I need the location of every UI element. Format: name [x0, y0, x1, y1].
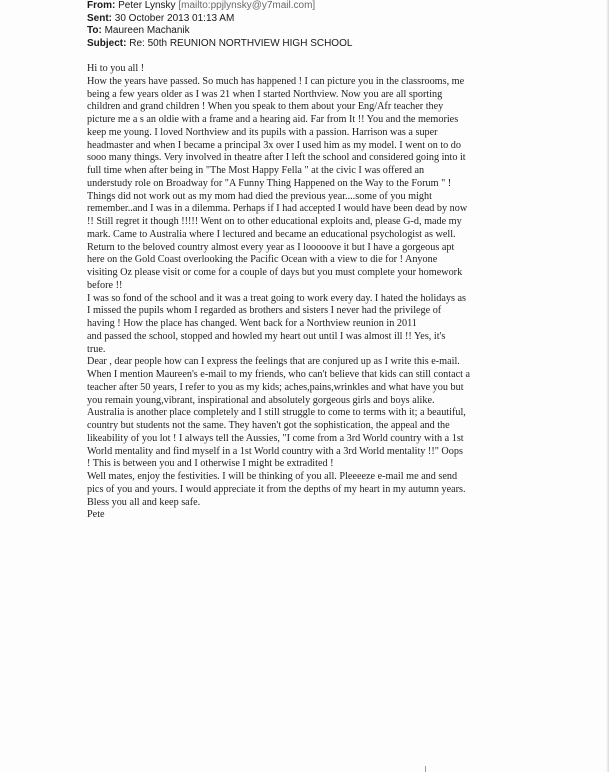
- body-line: likeability of you lot ! I always tell the Aussies, "I come from a 3rd World country with a 1st: [87, 432, 464, 444]
- body-line: full time when after being in "The Most Happy Fella " at the civic I was offered an: [87, 165, 425, 176]
- to-label: To:: [87, 25, 102, 37]
- body-line: Hi to you all !: [87, 63, 145, 74]
- body-line: true.: [87, 343, 106, 355]
- from-name: Peter Lynsky: [118, 0, 176, 11]
- body-line: remember..and I was in a dilemma. Perhaps if I had accepted I would have been dead by now: [87, 203, 468, 215]
- email-body: [87, 63, 597, 522]
- body-line: being a few years older as I was 21 when I started Northview. Now you are all sporting: [87, 88, 443, 100]
- body-line: visiting Oz please visit or come for a couple of days but you must complete your homework: [87, 267, 463, 278]
- body-line: Return to the beloved country almost every year as I looooove it but I have a gorgeous apt: [87, 241, 455, 253]
- body-line: When I mention Maureen's e-mail to my friends, who can't believe that kids can still contact a: [87, 369, 471, 380]
- body-line: you remain young,vibrant, inspirational and absolutely gorgeous girls and boys alike.: [87, 394, 435, 406]
- from-row: [87, 0, 587, 13]
- body-line: picture me a s an oldie with a frame and a hearing aid. Far from It !! You and the memories: [87, 114, 459, 125]
- body-line: ! This is between you and I otherwise I might be extradited !: [87, 458, 334, 470]
- from-email: [mailto:ppjlynsky@y7mail.com]: [178, 0, 316, 11]
- body-line: before !!: [87, 279, 123, 291]
- body-line: World mentality and find myself in a 1st World country with a 3rd World mentality !!" Oops: [87, 445, 463, 457]
- sent-row: [87, 13, 587, 26]
- body-line: I missed the pupils whom I regarded as brothers and sisters I never had the privilege of: [87, 305, 442, 317]
- body-line: I was so fond of the school and it was a treat going to work every day. I hated the holidays as: [87, 292, 467, 304]
- body-line: Bless you all and keep safe.: [87, 496, 201, 508]
- scan-mark: [425, 766, 426, 772]
- body-line: teacher after 50 years, I refer to you as my kids; aches,pains,wrinkles and what have you but: [87, 381, 464, 393]
- body-line: headmaster and when I became a principal 3x over I used him as my model. I went on to do: [87, 139, 461, 151]
- body-line: children and grand children ! When you speak to them about your Eng/Afr teacher they: [87, 101, 444, 113]
- from-label: From:: [87, 0, 116, 11]
- subject-value: Re: 50th REUNION NORTHVIEW HIGH SCHOOL: [129, 37, 353, 49]
- body-line: and passed the school, stopped and howled my heart out until I was almost ill !! Yes, it's: [87, 330, 446, 342]
- body-line: Australia is another place completely and I still struggle to come to terms with it; a beautiful,: [87, 407, 466, 419]
- body-line: country but students not the same. They haven't got the sophistication, the appeal and the: [87, 420, 450, 431]
- sent-label: Sent:: [87, 12, 112, 24]
- signature-line: Pete: [87, 509, 105, 521]
- body-line: having ! How the place has changed. Went back for a Northview reunion in 2011: [87, 318, 417, 329]
- subject-row: [87, 38, 587, 51]
- to-row: [87, 25, 587, 38]
- sent-value: 30 October 2013 01:13 AM: [114, 12, 235, 24]
- body-line: sooo many things. Very involved in theatre after I left the school and considered going into it: [87, 152, 466, 164]
- body-line: Well mates, enjoy the festivities. I will be thinking of you all. Pleeeeze e-mail me and send: [87, 471, 458, 482]
- to-value: Maureen Machanik: [104, 25, 190, 37]
- body-line: Dear , dear people how can I express the feelings that are conjured up as I write this e-mail.: [87, 356, 460, 368]
- body-line: !! Still regret it though !!!!! Went on to other educational exploits and, please G-d, made my: [87, 216, 462, 227]
- body-line: mark. Came to Australia where I lectured and became an educational psychologist as well.: [87, 228, 456, 240]
- body-line: pics of you and yours. I would appreciate it from the depths of my heart in my autumn years.: [87, 483, 466, 495]
- body-line: How the years have passed. So much has happened ! I can picture you in the classrooms, me: [87, 75, 465, 87]
- email-header: [87, 0, 587, 50]
- subject-label: Subject:: [87, 37, 127, 49]
- body-line: here on the Gold Coast overlooking the Pacific Ocean with a view to die for ! Anyone: [87, 254, 438, 266]
- body-line: understudy role on Broadway for "A Funny Thing Happened on the Way to the Forum " !: [87, 177, 452, 189]
- body-line: Things did not work out as my mom had died the previous year....some of you might: [87, 190, 432, 202]
- body-line: keep me young. I loved Northview and its pupils with a passion. Harrison was a super: [87, 126, 438, 138]
